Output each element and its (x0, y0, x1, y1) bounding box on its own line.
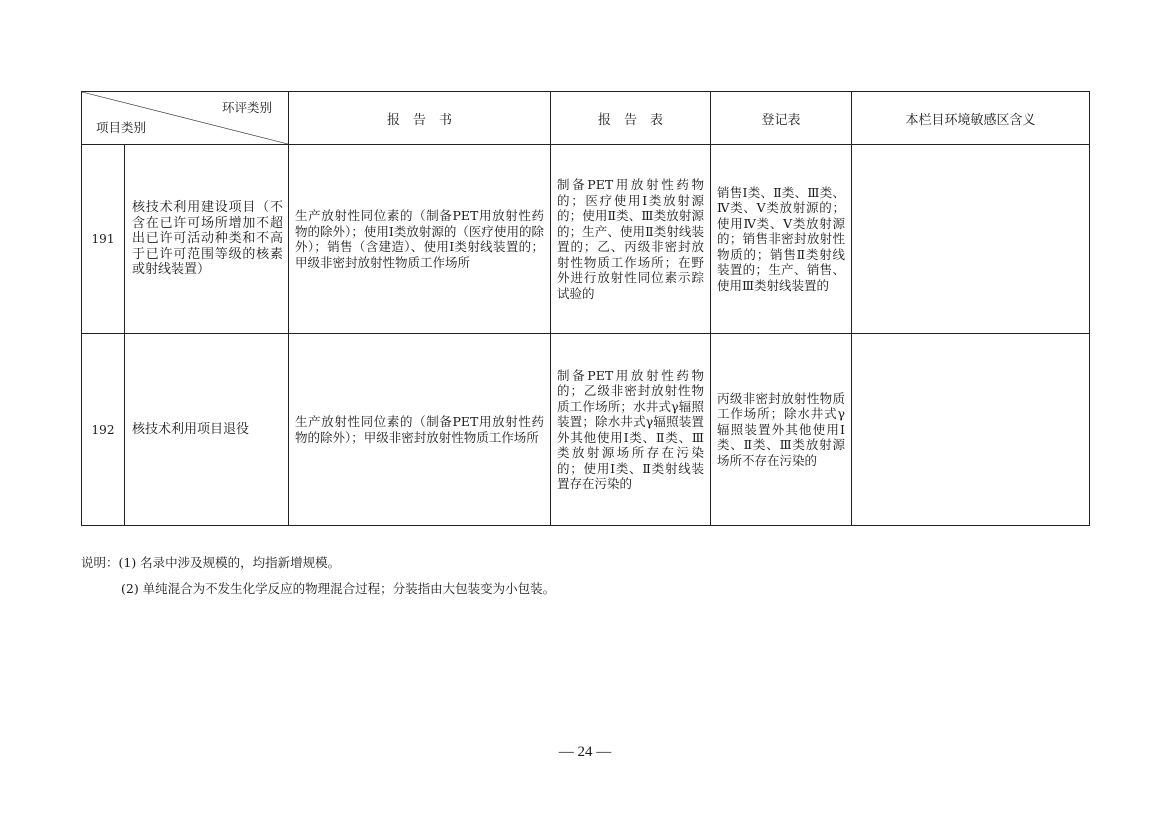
sensitive-area-cell (852, 334, 1090, 526)
row-number: 191 (82, 145, 125, 334)
row-number: 192 (82, 334, 125, 526)
registration-cell (711, 145, 852, 334)
note-line-1: 说明：(1) 名录中涉及规模的，均指新增规模。 (81, 555, 341, 570)
report-form-text: 制备PET用放射性药物的；乙级非密封放射性物质工作场所；水井式γ辐照装置；除水井式γ辐照装置外其他使用Ⅰ类、Ⅱ类、Ⅲ类放射源场所存在污染的；使用Ⅰ类、Ⅱ类射线装置存在污染的 (557, 367, 704, 491)
header-report-book: 报 告 书 (289, 92, 551, 145)
diagonal-header-cell (82, 92, 289, 145)
report-form-cell (551, 145, 711, 334)
table-row (82, 145, 1090, 334)
registration-text: 丙级非密封放射性物质工作场所；除水井式γ辐照装置外其他使用Ⅰ类、Ⅱ类、Ⅲ类放射源场所不存在污染的 (717, 390, 845, 468)
note-line-2: (2) 单纯混合为不发生化学反应的物理混合过程；分装指由大包装变为小包装。 (121, 581, 556, 596)
project-name-cell (125, 145, 289, 334)
notes (81, 550, 555, 602)
registration-cell (711, 334, 852, 526)
header-sensitive-area: 本栏目环境敏感区含义 (852, 92, 1090, 145)
project-name: 核技术利用项目退役 (132, 421, 250, 437)
report-form-cell (551, 334, 711, 526)
report-form-text: 制备PET用放射性药物的；医疗使用Ⅰ类放射源的；使用Ⅱ类、Ⅲ类放射源的；生产、使用Ⅱ类射线装置的；乙、丙级非密封放射性物质工作场所；在野外进行放射性同位素示踪试验的 (557, 177, 704, 301)
category-heading: 环评类别 (221, 100, 272, 115)
page-number: — 24 — (558, 744, 612, 760)
report-book-cell (289, 334, 551, 526)
header-registration-form: 登记表 (711, 92, 852, 145)
report-book-cell (289, 145, 551, 334)
project-name-cell (125, 334, 289, 526)
header-report-form: 报 告 表 (551, 92, 711, 145)
table-row (82, 334, 1090, 526)
report-book-text: 生产放射性同位素的（制备PET用放射性药物的除外）；甲级非密封放射性物质工作场所 (295, 414, 544, 445)
classification-table (81, 91, 1090, 526)
sensitive-area-cell (852, 145, 1090, 334)
project-category-heading: 项目类别 (96, 120, 147, 135)
project-name: 核技术利用建设项目（不含在已许可场所增加不超出已许可活动种类和不高于已许可范围等级的核素或射线装置） (132, 200, 283, 278)
table-header-row (82, 92, 1090, 145)
report-book-text: 生产放射性同位素的（制备PET用放射性药物的除外）；使用Ⅰ类放射源的（医疗使用的除外）；销售（含建造）、使用Ⅰ类射线装置的；甲级非密封放射性物质工作场所 (295, 208, 544, 270)
registration-text: 销售Ⅰ类、Ⅱ类、Ⅲ类、Ⅳ类、Ⅴ类放射源的；使用Ⅳ类、Ⅴ类放射源的；销售非密封放射性物质的；销售Ⅱ类射线装置的；生产、销售、使用Ⅲ类射线装置的 (717, 184, 845, 293)
